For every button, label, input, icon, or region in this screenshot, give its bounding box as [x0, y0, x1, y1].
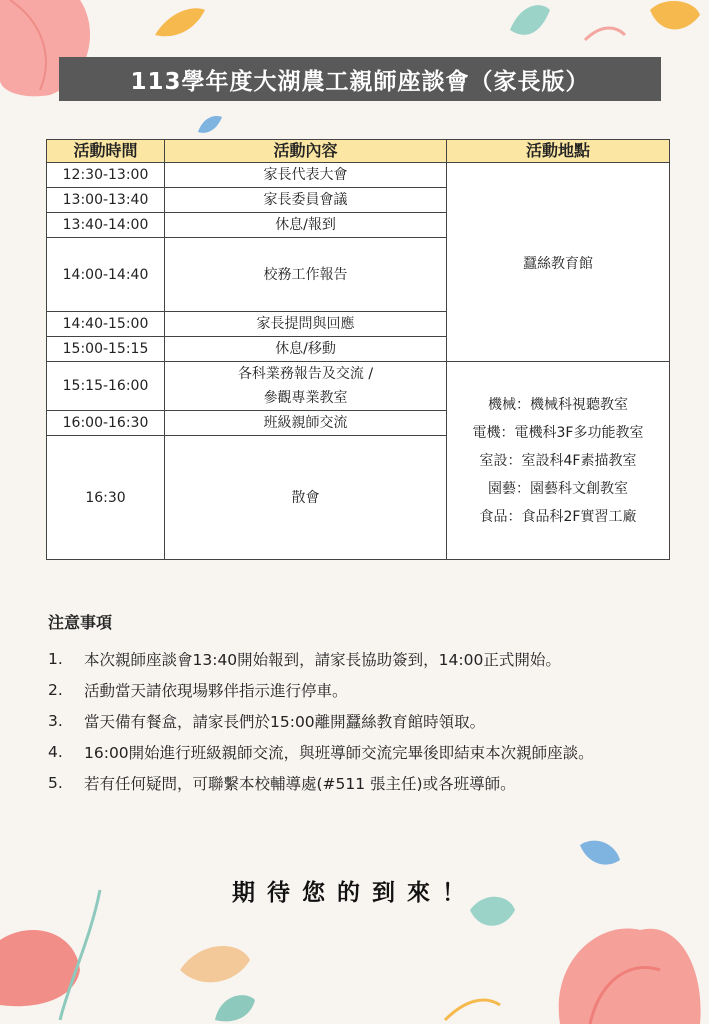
row-time: 13:00-13:40 [47, 188, 165, 213]
row-content: 家長委員會議 [165, 188, 447, 213]
note-text: 本次親師座談會13:40開始報到，請家長協助簽到，14:00正式開始。 [84, 650, 561, 669]
row-content-line2: 參觀專業教室 [263, 390, 348, 406]
row-time: 15:00-15:15 [47, 337, 165, 362]
venue-main-text: 蠶絲教育館 [523, 256, 593, 272]
list-item [48, 767, 688, 798]
row-content: 家長提問與回應 [165, 312, 447, 337]
row-time: 15:15-16:00 [47, 362, 165, 411]
row-time: 14:00-14:40 [47, 238, 165, 312]
row-content [165, 362, 447, 411]
note-number: 5. [48, 773, 63, 792]
row-time: 16:00-16:30 [47, 411, 165, 436]
row-time: 13:40-14:00 [47, 213, 165, 238]
decor-right-leaf-icon [575, 835, 625, 875]
header-venue: 活動地點 [447, 140, 670, 163]
note-number: 3. [48, 711, 63, 730]
note-number: 1. [48, 649, 63, 668]
venue-dept-item: 機械：機械科視聽教室 [488, 396, 628, 413]
row-content: 休息/移動 [165, 337, 447, 362]
row-content-line1: 各科業務報告及交流 / [237, 366, 374, 382]
list-item [48, 736, 688, 767]
row-content: 班級親師交流 [165, 411, 447, 436]
venue-departments [447, 362, 670, 560]
header-content: 活動內容 [165, 140, 447, 163]
notes-section [48, 610, 688, 798]
row-content: 家長代表大會 [165, 163, 447, 188]
venue-dept-item: 室設：室設科4F素描教室 [479, 452, 637, 469]
list-item [48, 643, 688, 674]
venue-main [447, 163, 670, 362]
table-header-row [47, 140, 670, 163]
page-title: 113學年度大湖農工親師座談會（家長版） [59, 57, 661, 101]
row-time: 14:40-15:00 [47, 312, 165, 337]
decor-top-right-leaves-icon [490, 0, 709, 60]
note-text: 活動當天請依現場夥伴指示進行停車。 [84, 681, 348, 700]
note-text: 當天備有餐盒，請家長們於15:00離開蠶絲教育館時領取。 [84, 712, 486, 731]
list-item [48, 705, 688, 736]
note-number: 4. [48, 742, 63, 761]
row-time: 16:30 [47, 436, 165, 560]
note-number: 2. [48, 680, 63, 699]
notes-title: 注意事項 [48, 613, 113, 632]
table-row [47, 163, 670, 188]
decor-small-leaf-icon [195, 112, 225, 137]
schedule-table [46, 139, 670, 560]
decor-leaf-icon [150, 5, 210, 45]
venue-dept-item: 園藝：園藝科文創教室 [488, 480, 628, 497]
row-content: 休息/報到 [165, 213, 447, 238]
note-text: 16:00開始進行班級親師交流，與班導師交流完畢後即結束本次親師座談。 [84, 743, 594, 762]
row-content: 校務工作報告 [165, 238, 447, 312]
closing-message: 期待您的到來！ [232, 880, 477, 906]
row-content: 散會 [165, 436, 447, 560]
header-time: 活動時間 [47, 140, 165, 163]
row-time: 12:30-13:00 [47, 163, 165, 188]
venue-dept-item: 電機：電機科3F多功能教室 [472, 424, 644, 441]
venue-dept-item: 食品：食品科2F實習工廠 [479, 508, 637, 525]
note-text: 若有任何疑問，可聯繫本校輔導處(#511 張主任)或各班導師。 [84, 774, 516, 793]
table-row [47, 362, 670, 411]
list-item [48, 674, 688, 705]
